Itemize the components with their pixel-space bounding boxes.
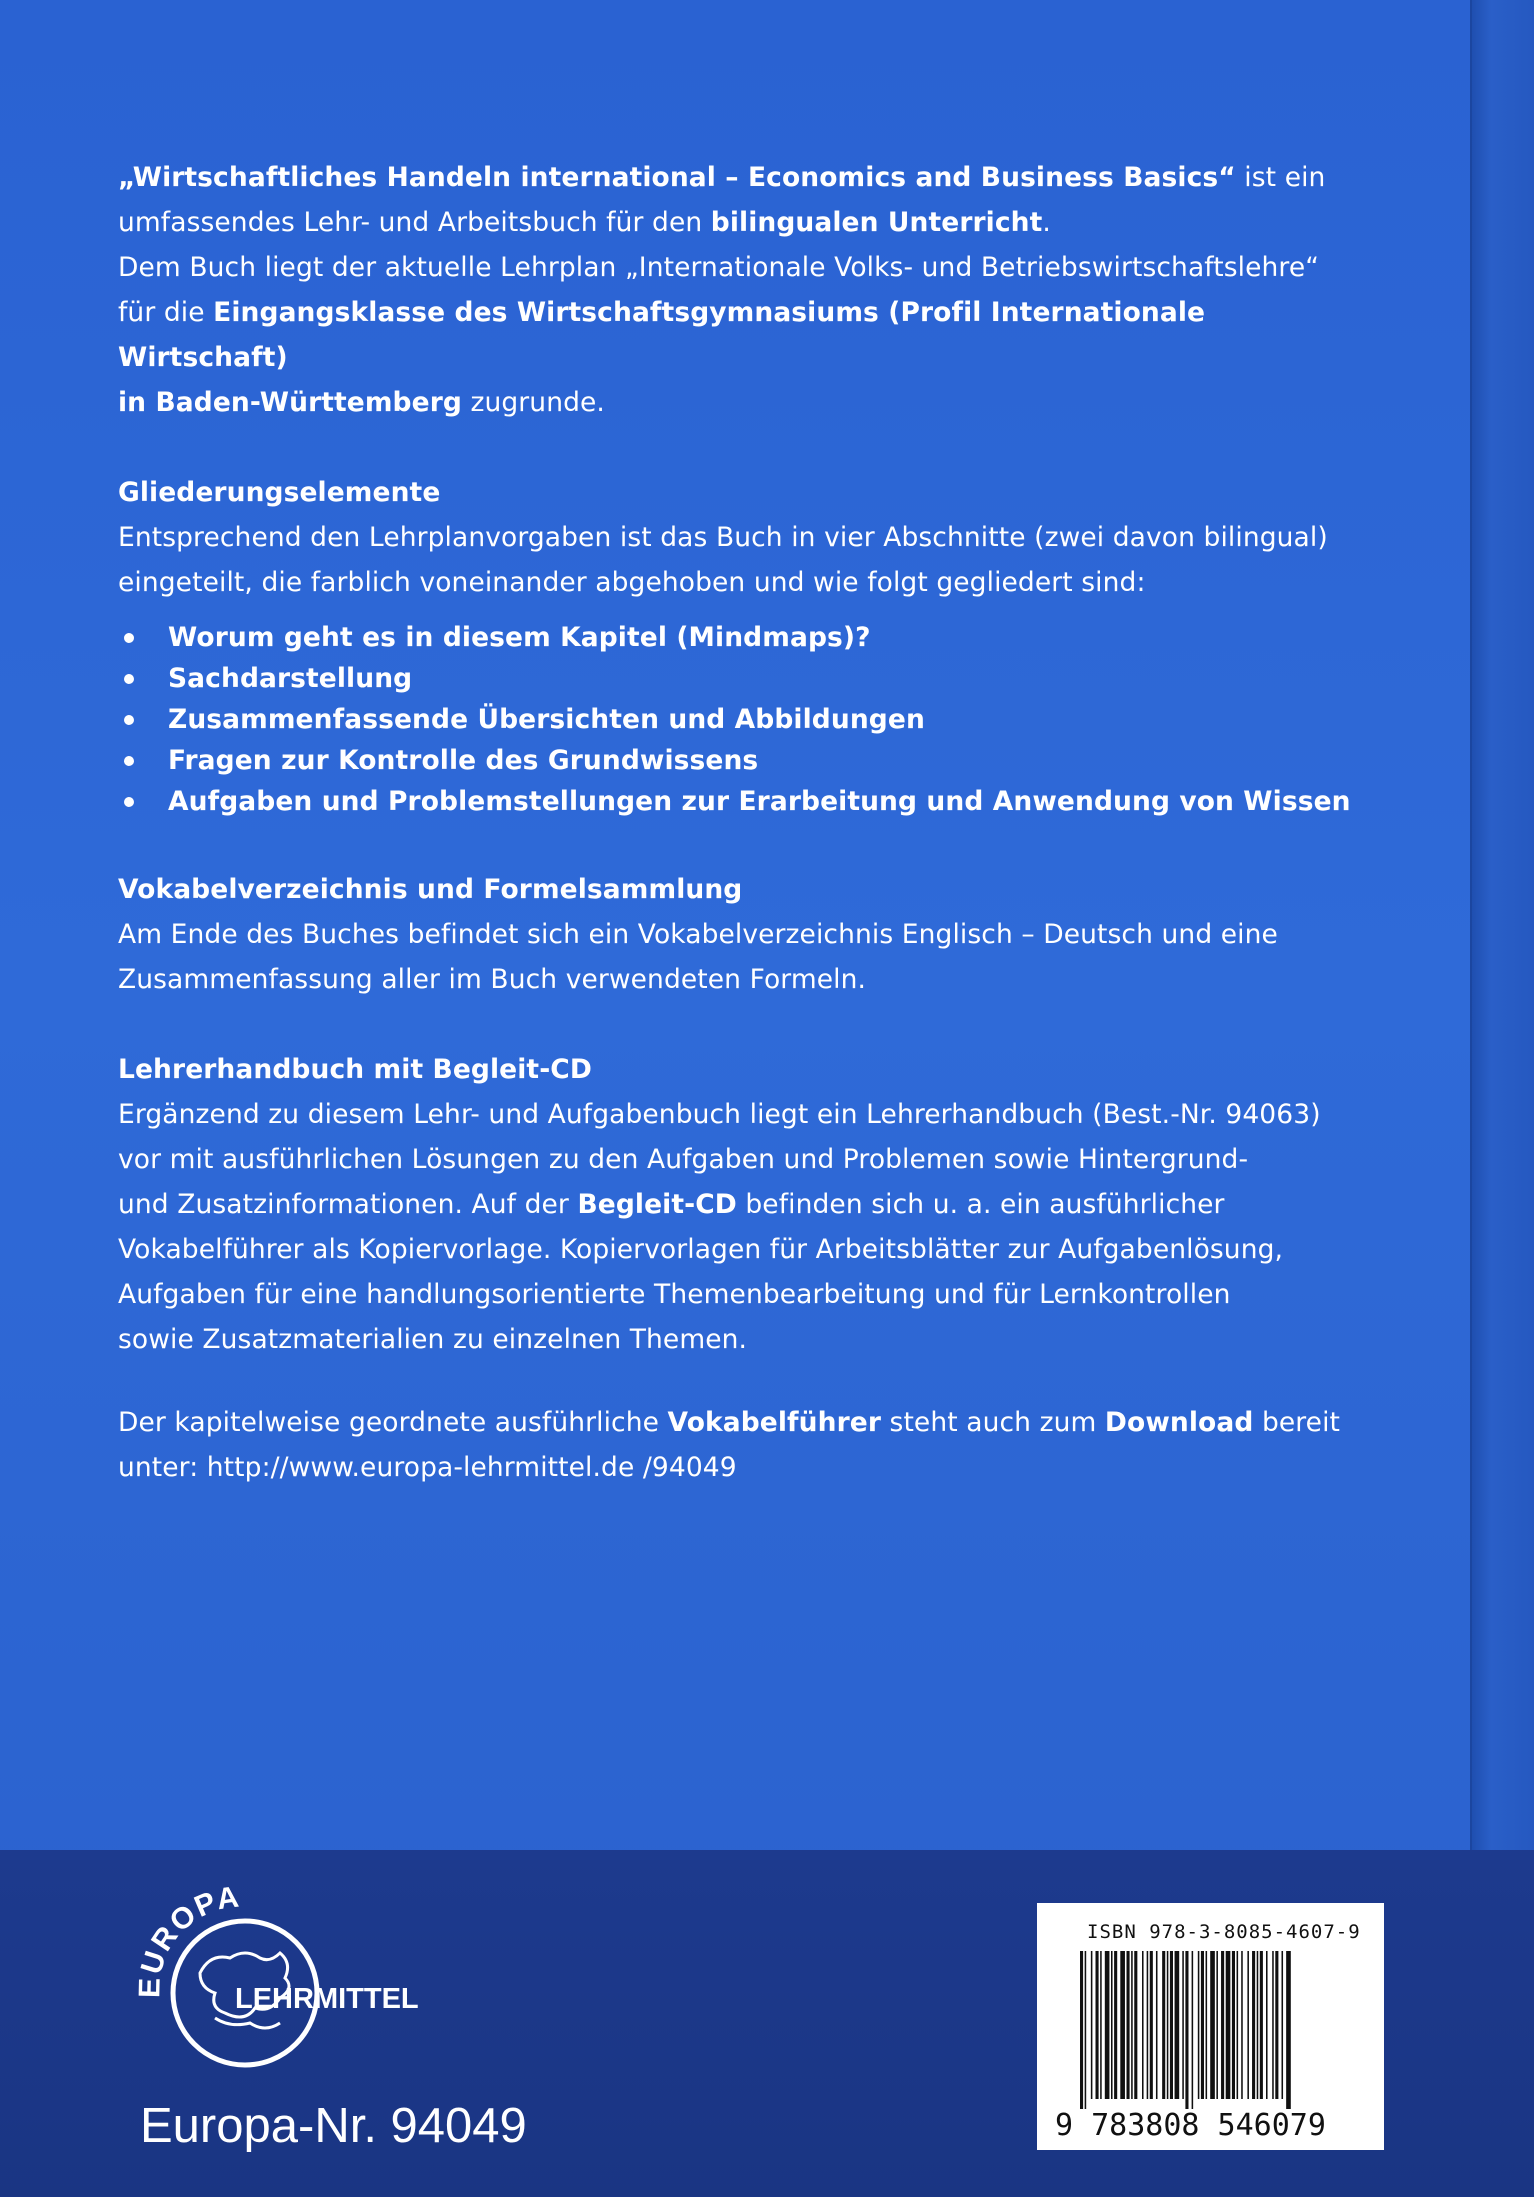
download-section: Der kapitelweise geordnete ausführliche Vokabelführer steht auch zum Download bereit unter: http://www.europa-lehrmittel.de /94049	[118, 1400, 1378, 1490]
bullet-icon	[124, 674, 134, 684]
barcode-bar	[1134, 1951, 1137, 2099]
barcode-bar	[1182, 1951, 1184, 2099]
barcode-bar	[1201, 1951, 1204, 2099]
barcode-bar	[1100, 1951, 1102, 2099]
vokabel-section: Vokabelverzeichnis und Formelsammlung Am Ende des Buches befindet sich ein Vokabelverzeichnis Englisch – Deutsch und eine Zusammenfassung aller im Buch verwendeten Formeln.	[118, 867, 1378, 1002]
ean-digits: 9 783808 546079	[1055, 2108, 1326, 2143]
barcode-bar	[1080, 1951, 1083, 2109]
barcode-bar	[1216, 1951, 1218, 2099]
barcode-bar	[1237, 1951, 1239, 2099]
section-title-gliederung: Gliederungselemente	[118, 477, 441, 508]
barcode-icon	[1080, 1951, 1342, 2109]
barcode-bar	[1275, 1951, 1278, 2099]
barcode-bar	[1170, 1951, 1173, 2099]
list-item: Aufgaben und Problemstellungen zur Erarbeitung und Anwendung von Wissen	[118, 781, 1378, 822]
barcode-bar	[1096, 1951, 1099, 2099]
barcode-bar	[1085, 1951, 1087, 2109]
barcode-bar	[1272, 1951, 1274, 2099]
barcode-bar	[1206, 1951, 1208, 2099]
barcode-bar	[1147, 1951, 1149, 2099]
bullet-icon	[124, 797, 134, 807]
barcode-bar	[1111, 1951, 1113, 2099]
lehrer-section: Lehrerhandbuch mit Begleit-CD Ergänzend zu diesem Lehr- und Aufgabenbuch liegt ein Lehrerhandbuch (Best.-Nr. 94063) vor mit ausführlichen Lösungen zu den Aufgaben und Problemen sowie Hintergrund- und Zusatzinformationen. Auf der Begleit-CD befinden sich u. a. ein ausführlicher Vokabelführer als Kopiervorlage. Kopiervorlagen für Arbeitsblätter zur Aufgabenlösung, Aufgaben für eine handlungsorientierte Themenbearbeitung und für Lernkontrollen sowie Zusatzmaterialien zu einzelnen Themen.	[118, 1047, 1378, 1362]
barcode-bar	[1260, 1951, 1263, 2099]
barcode-bar	[1127, 1951, 1130, 2099]
barcode-bar	[1221, 1951, 1224, 2099]
barcode-bar	[1142, 1951, 1144, 2099]
svg-text:EUROPA	[133, 1880, 242, 1998]
barcode-bar	[1131, 1951, 1133, 2099]
barcode-bar	[1156, 1951, 1158, 2099]
barcode-bar	[1247, 1951, 1249, 2099]
isbn-label: ISBN 978-3-8085-4607-9	[1087, 1921, 1361, 1943]
barcode-bar	[1210, 1951, 1215, 2099]
barcode-bar	[1105, 1951, 1110, 2099]
barcode-bar	[1120, 1951, 1125, 2099]
list-item: Worum geht es in diesem Kapitel (Mindmaps)?	[118, 617, 1378, 658]
barcode-bar	[1257, 1951, 1259, 2099]
barcode-bar	[1282, 1951, 1284, 2099]
barcode-bar	[1252, 1951, 1255, 2099]
barcode-bar	[1241, 1951, 1243, 2099]
download-url: unter: http://www.europa-lehrmittel.de /94049	[118, 1452, 737, 1483]
barcode-bar	[1286, 1951, 1291, 2109]
list-item: Sachdarstellung	[118, 658, 1378, 699]
barcode-bar	[1232, 1951, 1235, 2099]
section-title-lehrer: Lehrerhandbuch mit Begleit-CD	[118, 1054, 592, 1085]
section-title-vokabel: Vokabelverzeichnis und Formelsammlung	[118, 874, 743, 905]
barcode-bar	[1150, 1951, 1153, 2099]
bullet-icon	[124, 633, 134, 643]
barcode-bar	[1091, 1951, 1093, 2099]
gliederung-section: Gliederungselemente Entsprechend den Lehrplanvorgaben ist das Buch in vier Abschnitte (zwei davon bilingual) eingeteilt, die farblich voneinander abgehoben und wie folgt gegliedert sind: Worum geht es in diesem Kapitel (Mindmaps)? Sachdarstellung Zusammenfassende Übersichten und Abbildungen Fragen zur Kontrolle des Grundwissens Aufgaben und Problemstellungen zur Erarbeitung und Anwendung von Wissen	[118, 470, 1378, 822]
structure-bullet-list	[118, 617, 1378, 822]
europa-number: Europa-Nr. 94049	[140, 2099, 527, 2153]
barcode-bar	[1167, 1951, 1169, 2099]
isbn-barcode-box	[1037, 1903, 1384, 2150]
barcode-bar	[1198, 1951, 1200, 2099]
barcode-bar	[1192, 1951, 1194, 2109]
barcode-bar	[1185, 1951, 1188, 2109]
book-title-quote: „Wirtschaftliches Handeln international – Economics and Business Basics“	[118, 162, 1236, 193]
europa-lehrmittel-logo	[130, 1878, 430, 2078]
list-item: Fragen zur Kontrolle des Grundwissens	[118, 740, 1378, 781]
list-item: Zusammenfassende Übersichten und Abbildungen	[118, 699, 1378, 740]
logo-text-top: EUROPA	[133, 1880, 243, 1999]
barcode-bar	[1266, 1951, 1268, 2099]
barcode-bar	[1114, 1951, 1117, 2099]
barcode-bar	[1175, 1951, 1180, 2099]
intro-paragraph: „Wirtschaftliches Handeln international – Economics and Business Basics“ ist ein umfassendes Lehr- und Arbeitsbuch für den bilingualen Unterricht. Dem Buch liegt der aktuelle Lehrplan „Internationale Volks- und Betriebswirtschaftslehre“ für die Eingangsklasse des Wirtschaftsgymnasiums (Profil Internationale Wirtschaft) in Baden-Württemberg zugrunde.	[118, 162, 1326, 418]
bullet-icon	[124, 756, 134, 766]
logo-text-bottom: LEHRMITTEL	[235, 1983, 419, 2015]
cover-text	[118, 155, 1378, 1490]
bullet-icon	[124, 715, 134, 725]
barcode-bar	[1226, 1951, 1231, 2099]
barcode-bar	[1162, 1951, 1165, 2099]
